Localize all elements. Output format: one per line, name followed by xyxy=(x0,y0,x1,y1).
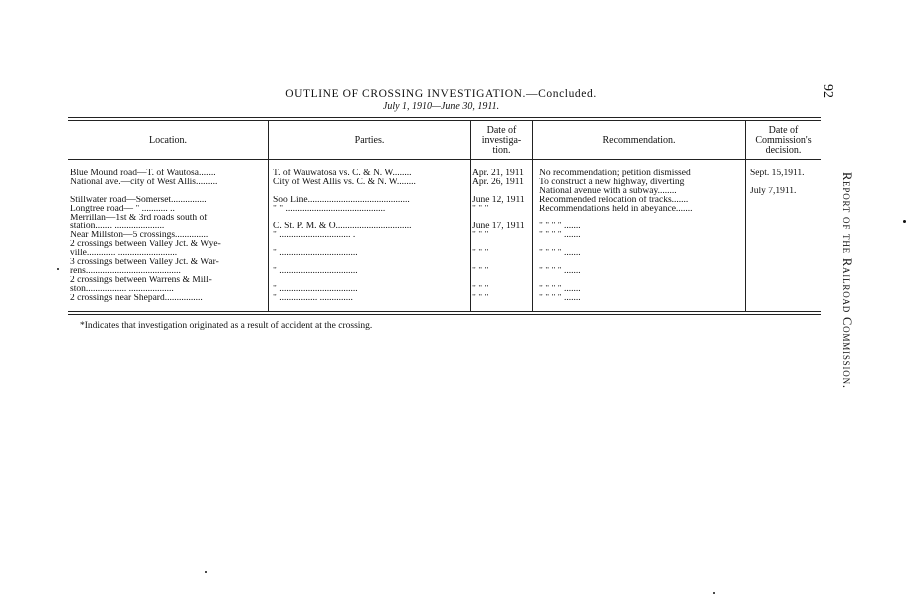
location-line: National ave.—city of West Allis......... xyxy=(70,177,218,187)
scan-speck xyxy=(205,571,207,573)
header-decision-line-1: Date of xyxy=(768,124,799,136)
parties-line: " ................................. xyxy=(273,249,358,258)
footnote: *Indicates that investigation originated as a result of accident at the crossing. xyxy=(80,321,373,331)
location-line: Blue Mound road—T. of Wautosa....... xyxy=(70,169,216,178)
recommendation-line: " " " " ....... xyxy=(539,284,581,294)
date-line: June 17, 1911 xyxy=(472,222,525,232)
header-recommendation-label: Recommendation. xyxy=(602,134,676,146)
parties-line: T. of Wauwatosa vs. C. & N. W........ xyxy=(273,169,412,178)
date-line: " " " xyxy=(472,231,489,241)
header-date-line-3: tion. xyxy=(492,144,511,156)
header-date-line-1: Date of xyxy=(486,124,517,136)
table-bottom-rule-1 xyxy=(68,311,821,312)
date-line: Apr. 26, 1911 xyxy=(472,177,524,187)
date-line: " " " xyxy=(472,249,489,258)
recommendation-line: Recommended relocation of tracks....... xyxy=(539,195,689,205)
location-line: Longtree road— " ........... .. xyxy=(70,204,175,214)
page-title: OUTLINE OF CROSSING INVESTIGATION.—Concluded. xyxy=(285,88,597,100)
recommendation-line: No recommendation; petition dismissed xyxy=(539,169,691,178)
header-decision-line-2: Commission's xyxy=(755,134,812,146)
location-line: Stillwater road—Somerset............... xyxy=(70,195,207,205)
location-line: Near Millston—5 crossings.............. xyxy=(70,231,209,241)
recommendation-line: " " " " ....... xyxy=(539,231,581,241)
date-line: June 12, 1911 xyxy=(472,195,525,205)
header-parties xyxy=(269,122,470,159)
recommendation-line: Recommendations held in abeyance....... xyxy=(539,204,693,214)
parties-line: " " .......................................... xyxy=(273,204,386,214)
location-line: rens........................................ xyxy=(70,266,181,276)
parties-line: " ................ .............. xyxy=(273,293,353,303)
date-line: " " " xyxy=(472,204,489,214)
date-line: " " " xyxy=(472,266,489,276)
table-top-rule-2 xyxy=(68,120,821,121)
date-line: " " " xyxy=(472,284,489,294)
scan-speck xyxy=(903,220,906,223)
parties-line: Soo Line........................................... xyxy=(273,195,410,205)
decision-line: July 7,1911. xyxy=(750,187,797,196)
parties-line: " ................................. xyxy=(273,284,358,294)
location-line: 2 crossings between Warrens & Mill- xyxy=(70,275,212,285)
header-recommendation xyxy=(533,122,745,159)
location-line: 2 crossings between Valley Jct. & Wye- xyxy=(70,240,221,250)
parties-line: " .............................. . xyxy=(273,231,356,241)
header-date-of-investigation xyxy=(471,122,532,159)
header-date-line-2: investiga- xyxy=(481,134,522,146)
header-bottom-rule xyxy=(68,159,821,160)
recommendation-line: " " " " ....... xyxy=(539,266,581,276)
header-date-of-decision xyxy=(746,122,821,159)
running-head: Report of the Railroad Commission. xyxy=(840,172,854,389)
table-bottom-rule-2 xyxy=(68,314,821,315)
decision-line: Sept. 15,1911. xyxy=(750,169,805,178)
location-line: 2 crossings near Shepard................ xyxy=(70,293,203,303)
location-line: ville............ ......................... xyxy=(70,249,178,258)
header-location-label: Location. xyxy=(148,134,188,146)
page-number: 92 xyxy=(820,84,835,98)
recommendation-line: " " " " ....... xyxy=(539,293,581,303)
location-line: ston................. ................... xyxy=(70,284,174,294)
parties-line: " ................................. xyxy=(273,266,358,276)
header-parties-label: Parties. xyxy=(354,134,385,146)
location-line: Merrillan—1st & 3rd roads south of xyxy=(70,213,208,223)
header-location xyxy=(68,122,268,159)
location-line: 3 crossings between Valley Jct. & War- xyxy=(70,258,219,267)
parties-line: City of West Allis vs. C. & N. W........ xyxy=(273,177,416,187)
date-line: Apr. 21, 1911 xyxy=(472,169,524,178)
page-subtitle: July 1, 1910—June 30, 1911. xyxy=(382,101,500,112)
recommendation-line: National avenue with a subway........ xyxy=(539,186,677,196)
scan-speck xyxy=(713,592,715,594)
recommendation-line: " " " " ....... xyxy=(539,222,581,232)
header-decision-line-3: decision. xyxy=(765,144,802,156)
location-line: station....... ..................... xyxy=(70,222,165,232)
scan-speck xyxy=(57,268,59,270)
parties-line: C. St. P. M. & O................................ xyxy=(273,222,412,232)
table-top-rule-1 xyxy=(68,117,821,118)
recommendation-line: To construct a new highway, diverting xyxy=(539,177,685,187)
recommendation-line: " " " " ....... xyxy=(539,249,581,258)
date-line: " " " xyxy=(472,293,489,303)
